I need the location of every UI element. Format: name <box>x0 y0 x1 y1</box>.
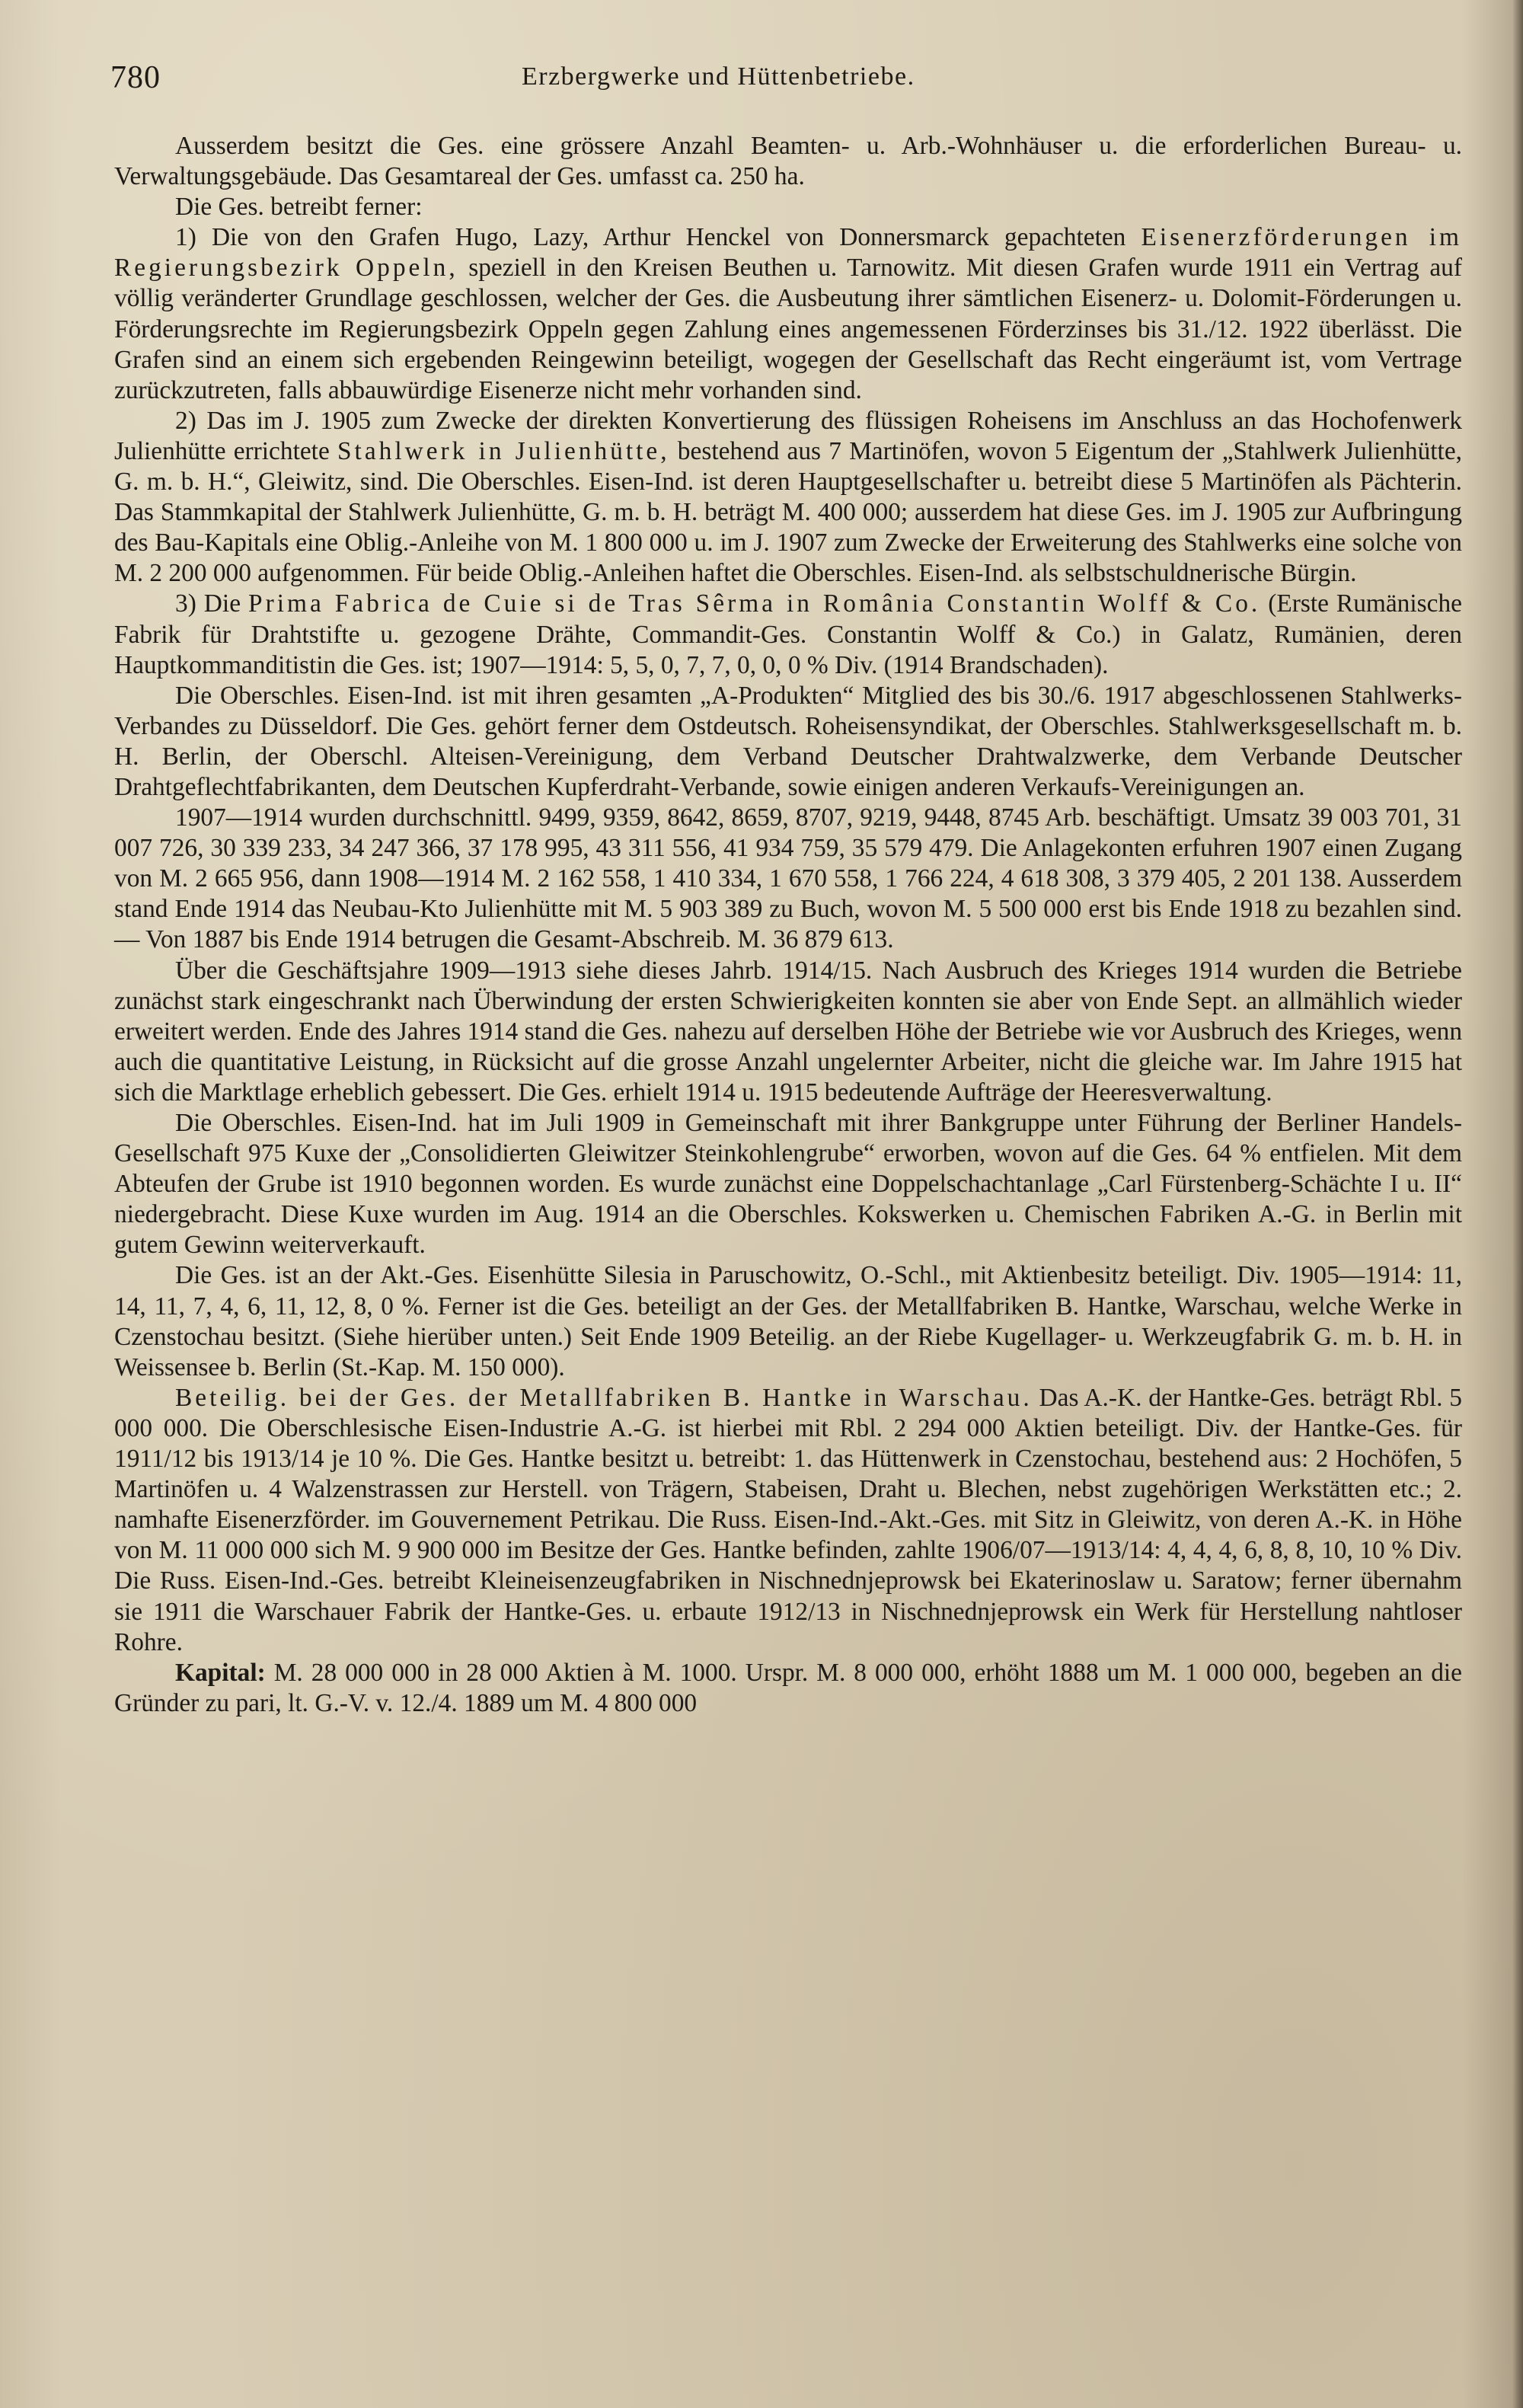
paragraph-text: Die Ges. ist an der Akt.-Ges. Eisenhütte Silesia in Paruschowitz, O.-Schl., mit Aktienbesitz beteiligt. Div. 1905—1914: 11, 14, 11, 7, 4, 6, 11, 12, 8, 0 %. Ferner ist die Ges. beteiligt an der Ges. der Metallfabriken B. Hantke, Warschau, welche Werke in Czenstochau besitzt. (Siehe hierüber unten.) Seit Ende 1909 Beteilig. an der Riebe Kugellager- u. Werkzeugfabrik G. m. b. H. in Weissensee b. Berlin (St.-Kap. M. 150 000). <box>114 1261 1462 1381</box>
paragraph-participations <box>114 1260 1462 1382</box>
paragraph-coal-mine <box>114 1108 1462 1260</box>
paragraph-text: Das A.-K. der Hantke-Ges. beträgt Rbl. 5 000 000. Die Oberschlesische Eisen-Industrie A.-G. ist hierbei mit Rbl. 2 294 000 Aktien beteiligt. Div. der Hantke-Ges. für 1911/12 bis 1913/14 je 10 %. Die Ges. Hantke besitzt u. betreibt: 1. das Hüttenwerk in Czenstochau, bestehend aus: 2 Hochöfen, 5 Martinöfen u. 4 Walzenstrassen zur Herstell. von Trägern, Stabeisen, Draht u. Blechen, nebst zugehörigen Werkstätten etc.; 2. namhafte Eisenerzförder. im Gouvernement Petrikau. Die Russ. Eisen-Ind.-Akt.-Ges. mit Sitz in Gleiwitz, von deren A.-K. in Höhe von M. 11 000 000 sich M. 9 900 000 im Besitze der Ges. Hantke befinden, zahlte 1906/07—1913/14: 4, 4, 4, 6, 8, 8, 10, 10 % Div. Die Russ. Eisen-Ind.-Ges. betreibt Kleineisenzeugfabriken in Nischnednjeprowsk bei Ekaterinoslaw u. Saratow; ferner übernahm sie 1911 die Warschauer Fabrik der Hantke-Ges. u. erbaute 1912/13 in Nischnednjeprowsk ein Werk für Herstellung nahtloser Rohre. <box>114 1383 1462 1656</box>
spaced-emphasis: Prima Fabrica de Cuie si de Tras Sêrma in România Constantin Wolff & Co. <box>248 589 1261 618</box>
paragraph-memberships <box>114 681 1462 803</box>
paragraph-item-3 <box>114 589 1462 680</box>
paragraph-item-2 <box>114 406 1462 589</box>
page-header <box>110 59 1458 105</box>
paragraph-buildings <box>114 131 1462 192</box>
spaced-emphasis: Stahlwerk in Julienhütte, <box>337 436 670 465</box>
paragraph-text: Die Oberschles. Eisen-Ind. ist mit ihren gesamten „A-Produkten“ Mitglied des bis 30./6. 1917 abgeschlossenen Stahlwerks-Verbandes zu Düsseldorf. Die Ges. gehört ferner dem Ostdeutsch. Roheisensyndikat, der Oberschles. Stahlwerksgesellschaft m. b. H. Berlin, der Oberschl. Alteisen-Vereinigung, dem Verband Deutscher Drahtwalzwerke, dem Verbande Deutscher Drahtgeflechtfabrikanten, dem Deutschen Kupferdraht-Verbande, sowie einigen anderen Verkaufs-Vereinigungen an. <box>114 681 1462 801</box>
paragraph-hantke <box>114 1383 1462 1658</box>
page-number: 780 <box>110 60 161 95</box>
paragraph-text: (Erste Rumänische Fabrik für Drahtstifte u. gezogene Drähte, Commandit-Ges. Constantin Wolff & Co.) in Galatz, Rumänien, deren Hauptkommanditistin die Ges. ist; 1907—1914: 5, 5, 0, 7, 7, 0, 0, 0 % Div. (1914 Brandschaden). <box>114 589 1462 679</box>
paragraph-lead: 3) Die <box>175 589 248 618</box>
paragraph-text: Über die Geschäftsjahre 1909—1913 siehe dieses Jahrb. 1914/15. Nach Ausbruch des Krieges 1914 wurden die Betriebe zunächst stark eingeschrankt nach Überwindung der ersten Schwierigkeiten konnten sie aber von Ende Sept. an allmählich wieder erweitert werden. Ende des Jahres 1914 stand die Ges. nahezu auf derselben Höhe der Betriebe wie vor Ausbruch des Krieges, wenn auch die quantitative Leistung, in Rücksicht auf die grosse Anzahl ungelernter Arbeiter, nicht die gleiche war. Im Jahre 1915 hat sich die Marktlage erheblich gebessert. Die Ges. erhielt 1914 u. 1915 bedeutende Aufträge der Heeresverwaltung. <box>114 956 1463 1107</box>
paragraph-text: speziell in den Kreisen Beuthen u. Tarnowitz. Mit diesen Grafen wurde 1911 ein Vertrag auf völlig veränderter Grundlage geschlossen, welcher der Ges. die Ausbeutung ihrer sämtlichen Eisenerz- u. Dolomit-Förderungen u. Förderungsrechte im Regierungsbezirk Oppeln gegen Zahlung eines angemessenen Förderzinses bis 31./12. 1922 überlässt. Die Grafen sind an einem sich ergebenden Reingewinn beteiligt, wogegen der Gesellschaft das Recht eingeräumt ist, vom Vertrage zurückzutreten, falls abbauwürdige Eisenerze nicht mehr vorhanden sind. <box>114 254 1462 404</box>
body-text <box>114 131 1462 1719</box>
capital-label: Kapital: <box>175 1658 266 1687</box>
paragraph-text: bestehend aus 7 Martinöfen, wovon 5 Eigentum der „Stahlwerk Julienhütte, G. m. b. H.“, Gleiwitz, sind. Die Oberschles. Eisen-Ind. ist deren Hauptgesellschafter u. betreibt diese 5 Martinöfen als Pächterin. Das Stammkapital der Stahlwerk Julienhütte, G. m. b. H. beträgt M. 400 000; ausserdem hat diese Ges. im J. 1905 zur Aufbringung des Bau-Kapitals eine Oblig.-Anleihe von M. 1 800 000 u. im J. 1907 zum Zwecke der Erweiterung des Stahlwerks eine solche von M. 2 200 000 aufgenommen. Für beide Oblig.-Anleihen haftet die Oberschles. Eisen-Ind. als selbstschuldnerische Bürgin. <box>114 436 1462 588</box>
running-head: Erzbergwerke und Hüttenbetriebe. <box>522 62 915 91</box>
paragraph-capital <box>114 1658 1462 1719</box>
paragraph-text: Die Ges. betreibt ferner: <box>175 193 423 222</box>
paragraph-text: Ausserdem besitzt die Ges. eine grössere Anzahl Beamten- u. Arb.-Wohnhäuser u. die erforderlichen Bureau- u. Verwaltungsgebäude. Das Gesamtareal der Ges. umfasst ca. 250 ha. <box>114 132 1462 191</box>
paragraph-lead: 2) Das im J. 1905 zum Zwecke der direkten Konvertierung des flüssigen Roheisens im Anschluss an das Hochofenwerk Julienhütte errichtete <box>114 406 1462 465</box>
paragraph-operations-intro <box>114 192 1462 222</box>
paragraph-text: 1907—1914 wurden durchschnittl. 9499, 9359, 8642, 8659, 8707, 9219, 9448, 8745 Arb. beschäftigt. Umsatz 39 003 701, 31 007 726, 30 339 233, 34 247 366, 37 178 995, 43 311 556, 41 934 759, 35 579 479. Die Anlagekonten erfuhren 1907 einen Zugang von M. 2 665 956, dann 1908—1914 M. 2 162 558, 1 410 334, 1 670 558, 1 766 224, 4 618 308, 3 379 405, 2 201 138. Ausserdem stand Ende 1914 das Neubau-Kto Julienhütte mit M. 5 903 389 zu Buch, wovon M. 5 500 000 erst bis Ende 1918 zu bezahlen sind. — Von 1887 bis Ende 1914 betrugen die Gesamt-Abschreib. M. 36 879 613. <box>114 803 1462 954</box>
page-edge-shadow <box>1512 0 1523 2408</box>
spaced-emphasis: Beteilig. bei der Ges. der Metallfabriken B. Hantke in Warschau. <box>175 1383 1033 1412</box>
spaced-emphasis: Eisenerzförderungen im Regierungsbezirk Oppeln, <box>114 223 1462 283</box>
paragraph-text: M. 28 000 000 in 28 000 Aktien à M. 1000. Urspr. M. 8 000 000, erhöht 1888 um M. 1 000 000, begeben an die Gründer zu pari, lt. G.-V. v. 12./4. 1889 um M. 4 800 000 <box>114 1658 1462 1717</box>
paragraph-text: Die Oberschles. Eisen-Ind. hat im Juli 1909 in Gemeinschaft mit ihrer Bankgruppe unter Führung der Berliner Handels-Gesellschaft 975 Kuxe der „Consolidierten Gleiwitzer Steinkohlengrube“ erworben, wovon auf die Ges. 64 % entfielen. Mit dem Abteufen der Grube ist 1910 begonnen worden. Es wurde zunächst eine Doppelschachtanlage „Carl Fürstenberg-Schächte I u. II“ niedergebracht. Diese Kuxe wurden im Aug. 1914 an die Oberschles. Kokswerken u. Chemischen Fabriken A.-G. in Berlin mit gutem Gewinn weiterverkauft. <box>114 1109 1462 1260</box>
paragraph-war-years <box>114 956 1462 1108</box>
paragraph-item-1 <box>114 222 1462 406</box>
paragraph-lead: 1) Die von den Grafen Hugo, Lazy, Arthur Henckel von Donnersmarck gepachteten <box>175 223 1141 252</box>
paragraph-workforce-turnover <box>114 803 1462 955</box>
